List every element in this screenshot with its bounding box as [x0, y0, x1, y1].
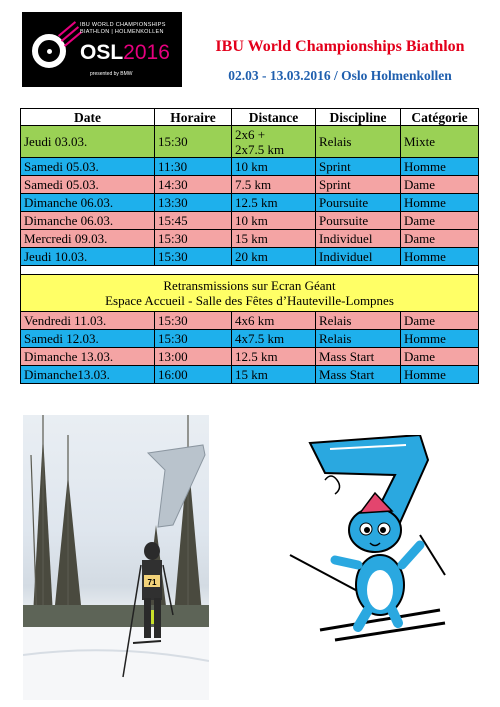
cell-distance-line1: 2x6 +	[235, 126, 266, 142]
header-time: Horaire	[155, 109, 232, 126]
cell-time: 16:00	[155, 366, 232, 384]
table-row	[21, 212, 479, 230]
cell-time: 13:00	[155, 348, 232, 366]
page-title: IBU World Championships Biathlon	[215, 38, 465, 55]
cell-date: Mercredi 09.03.	[21, 230, 155, 248]
cell-distance: 7.5 km	[232, 176, 316, 194]
table-row	[21, 158, 479, 176]
cell-time: 13:30	[155, 194, 232, 212]
cell-distance: 10 km	[232, 212, 316, 230]
table-row	[21, 330, 479, 348]
cell-discipline: Poursuite	[316, 194, 401, 212]
logo-line1: IBU WORLD CHAMPIONSHIPS	[80, 22, 166, 28]
cell-time: 15:30	[155, 330, 232, 348]
cell-date: Dimanche 06.03.	[21, 212, 155, 230]
cell-time: 15:30	[155, 248, 232, 266]
cell-date: Samedi 12.03.	[21, 330, 155, 348]
cell-category: Dame	[401, 230, 479, 248]
cell-discipline: Relais	[316, 330, 401, 348]
cell-time: 15:30	[155, 230, 232, 248]
cell-discipline: Mass Start	[316, 348, 401, 366]
table-row	[21, 366, 479, 384]
logo-year: 2016	[123, 41, 170, 64]
header-discipline: Discipline	[316, 109, 401, 126]
logo-osl: OSL	[80, 41, 124, 64]
cell-discipline: Poursuite	[316, 212, 401, 230]
screening-cell	[21, 275, 479, 312]
cell-distance: 10 km	[232, 158, 316, 176]
schedule-table	[20, 108, 479, 384]
cell-discipline: Sprint	[316, 176, 401, 194]
mascot-illustration	[280, 435, 450, 645]
cell-category: Homme	[401, 194, 479, 212]
header-distance: Distance	[232, 109, 316, 126]
biathlete-photo-illustration	[23, 415, 209, 700]
table-spacer-row	[21, 266, 479, 275]
cell-date: Dimanche 13.03.	[21, 348, 155, 366]
table-row	[21, 312, 479, 330]
cell-category: Dame	[401, 348, 479, 366]
cell-discipline: Mass Start	[316, 366, 401, 384]
cell-date: Dimanche 06.03.	[21, 194, 155, 212]
cell-time: 15:30	[155, 312, 232, 330]
header-category: Catégorie	[401, 109, 479, 126]
bib-number: 71	[147, 578, 157, 587]
cell-distance: 12.5 km	[232, 348, 316, 366]
cell-discipline: Individuel	[316, 230, 401, 248]
table-row	[21, 248, 479, 266]
table-header-row	[21, 109, 479, 126]
cell-discipline: Sprint	[316, 158, 401, 176]
cell-category: Homme	[401, 248, 479, 266]
logo-sponsor: presented by BMW	[90, 71, 133, 77]
cell-date: Jeudi 10.03.	[21, 248, 155, 266]
mascot-svg	[280, 435, 450, 645]
cell-category: Dame	[401, 176, 479, 194]
cell-time: 15:45	[155, 212, 232, 230]
cell-category: Dame	[401, 312, 479, 330]
logo-wordmark	[80, 42, 170, 64]
cell-category: Homme	[401, 158, 479, 176]
cell-date: Jeudi 03.03.	[21, 126, 155, 158]
cell-discipline: Individuel	[316, 248, 401, 266]
cell-category: Dame	[401, 212, 479, 230]
cell-distance-line2: 2x7.5 km	[235, 141, 285, 157]
table-row	[21, 176, 479, 194]
cell-distance: 20 km	[232, 248, 316, 266]
cell-category: Homme	[401, 366, 479, 384]
cell-distance: 12.5 km	[232, 194, 316, 212]
cell-time: 11:30	[155, 158, 232, 176]
screening-line2: Espace Accueil - Salle des Fêtes d’Hauteville-Lompnes	[105, 293, 394, 308]
biathlete-photo	[23, 415, 209, 700]
table-row	[21, 194, 479, 212]
cell-distance: 4x6 km	[232, 312, 316, 330]
table-row	[21, 348, 479, 366]
cell-category: Mixte	[401, 126, 479, 158]
cell-date: Samedi 05.03.	[21, 176, 155, 194]
cell-date: Dimanche13.03.	[21, 366, 155, 384]
spacer-cell	[21, 266, 479, 275]
screening-line1: Retransmissions sur Ecran Géant	[163, 278, 336, 293]
table-row	[21, 230, 479, 248]
page-subtitle: 02.03 - 13.03.2016 / Oslo Holmenkollen	[228, 68, 452, 83]
cell-distance: 4x7.5 km	[232, 330, 316, 348]
logo-line2: BIATHLON | HOLMENKOLLEN	[80, 29, 164, 35]
cell-discipline: Relais	[316, 126, 401, 158]
cell-category: Homme	[401, 330, 479, 348]
header-date: Date	[21, 109, 155, 126]
event-logo	[22, 12, 182, 87]
cell-distance	[232, 126, 316, 158]
screening-banner	[21, 275, 479, 312]
cell-date: Samedi 05.03.	[21, 158, 155, 176]
cell-time: 15:30	[155, 126, 232, 158]
cell-discipline: Relais	[316, 312, 401, 330]
cell-time: 14:30	[155, 176, 232, 194]
logo-text	[80, 22, 166, 36]
table-row	[21, 126, 479, 158]
cell-date: Vendredi 11.03.	[21, 312, 155, 330]
cell-distance: 15 km	[232, 366, 316, 384]
cell-distance: 15 km	[232, 230, 316, 248]
